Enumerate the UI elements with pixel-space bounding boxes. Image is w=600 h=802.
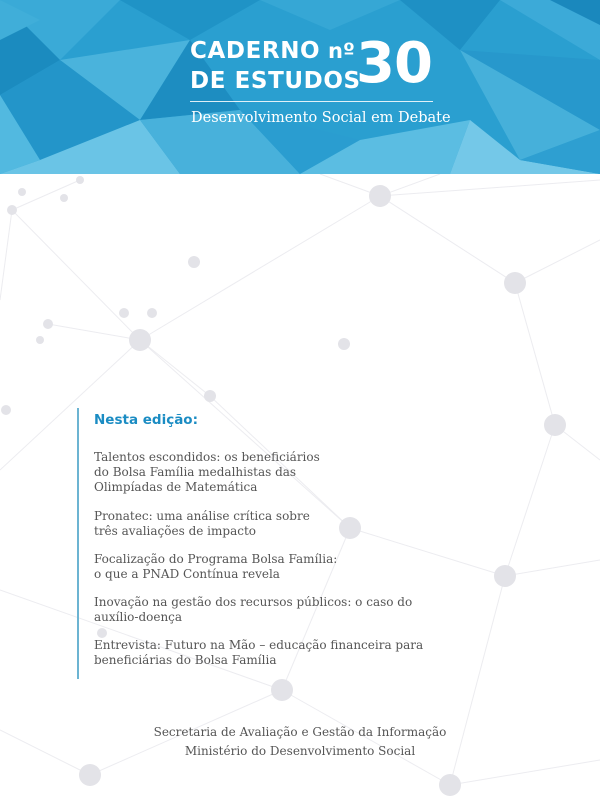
contents-item-line: Entrevista: Futuro na Mão – educação financeira para [94, 638, 424, 652]
footer-secretariat: Secretaria de Avaliação e Gestão da Informação [153, 725, 447, 739]
contents-item [94, 509, 434, 539]
contents-item-line: Olimpíadas de Matemática [94, 480, 258, 494]
contents-item-line: o que a PNAD Contínua revela [94, 567, 280, 581]
contents-item [94, 552, 434, 582]
contents-item-line: Pronatec: uma análise crítica sobre [94, 509, 310, 523]
title-block [190, 31, 451, 138]
contents-item-line: auxílio-doença [94, 610, 183, 624]
contents-item [94, 450, 434, 495]
contents-heading: Nesta edição: [94, 412, 198, 428]
contents-section [77, 408, 439, 679]
title-divider [190, 101, 433, 102]
contents-item-line: três avaliações de impacto [94, 524, 256, 538]
subtitle: Desenvolvimento Social em Debate [191, 110, 451, 126]
footer-ministry: Ministério do Desenvolvimento Social [184, 744, 416, 758]
title-line-1: CADERNO [190, 38, 321, 64]
contents-item-line: beneficiárias do Bolsa Família [94, 653, 277, 667]
contents-item-line: Focalização do Programa Bolsa Família: [94, 552, 338, 566]
contents-item [94, 595, 434, 625]
contents-item-line: Inovação na gestão dos recursos públicos: o caso do [94, 595, 413, 609]
contents-item-line: Talentos escondidos: os beneficiários [94, 450, 320, 464]
header-banner [0, 0, 600, 174]
issue-number: 30 [356, 31, 432, 96]
title-line-2: DE ESTUDOS [190, 68, 361, 94]
contents-item [94, 638, 434, 668]
issue-number-prefix: nº [328, 39, 355, 63]
contents-item-line: do Bolsa Família medalhistas das [94, 465, 297, 479]
